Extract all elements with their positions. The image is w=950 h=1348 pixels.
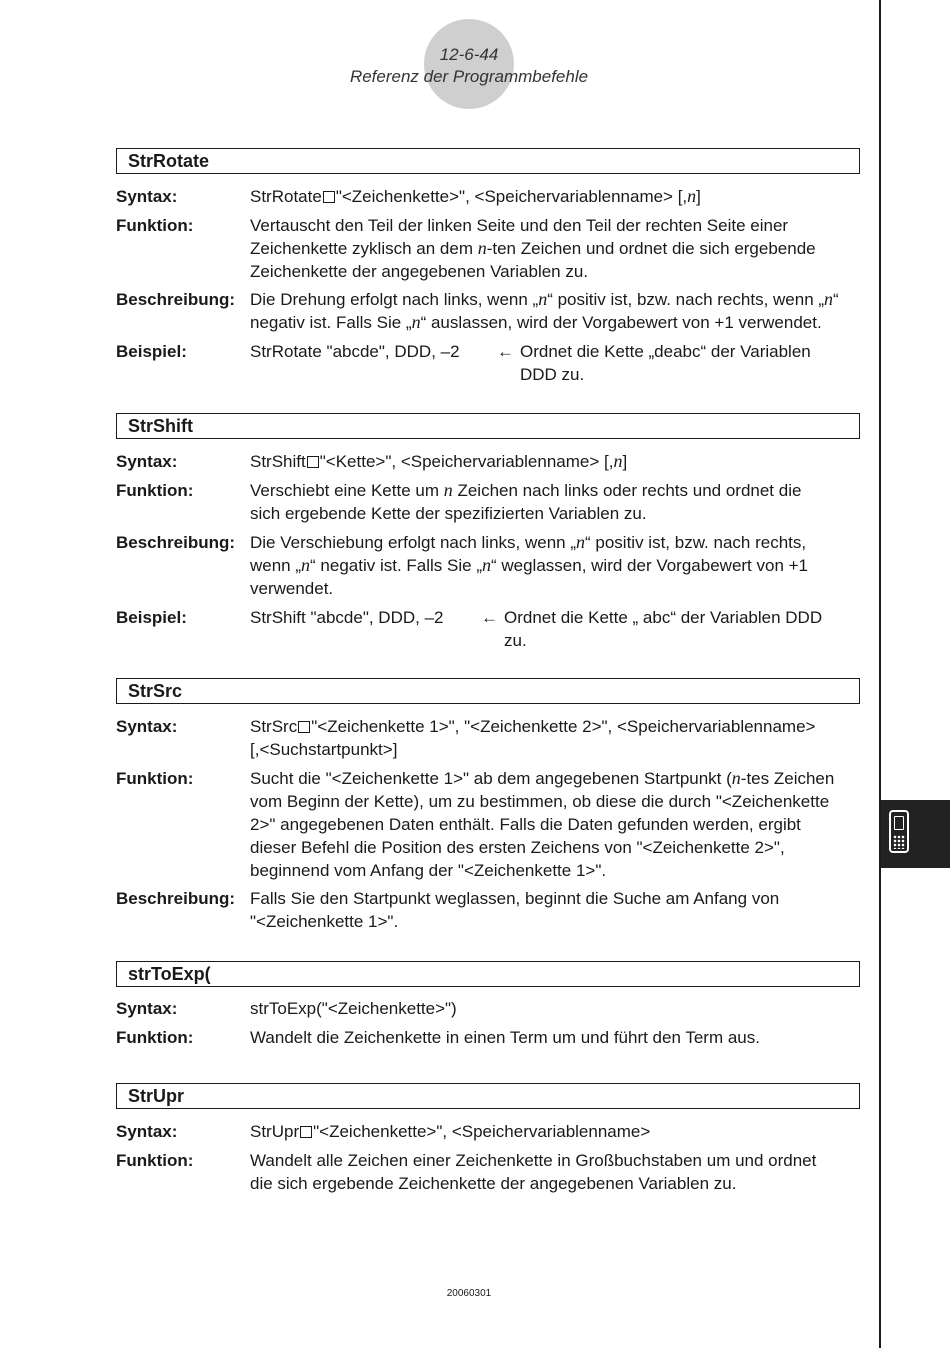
strsrc-description: Falls Sie den Startpunkt weglassen, beginnt die Suche am Anfang von "<Zeichenkette 1>". — [250, 889, 780, 931]
command-header-strupr — [116, 1083, 860, 1109]
syntax-label: Syntax: — [116, 187, 178, 206]
syntax-label: Syntax: — [116, 999, 178, 1018]
arrow-left-icon: ← — [481, 608, 498, 627]
strshift-function: Verschiebt eine Kette um n Zeichen nach links oder rechts und ordnet die sich ergebende Kette der spezifizierten Variablen zu. — [250, 480, 802, 523]
function-label: Funktion: — [116, 1151, 194, 1170]
space-symbol — [323, 191, 335, 203]
calculator-icon — [889, 810, 909, 853]
description-label: Beschreibung: — [116, 290, 236, 309]
strrotate-example-code: StrRotate "abcde", DDD, –2 — [250, 342, 460, 361]
strrotate-syntax: StrRotate "<Zeichenkette>", <Speichervariablenname> [,n] — [250, 186, 701, 206]
strshift-syntax: StrShift "<Kette>", <Speichervariablenname> [,n] — [250, 451, 628, 471]
syntax-label: Syntax: — [116, 717, 178, 736]
margin-rule — [879, 0, 881, 1348]
page-title: Referenz der Programmbefehle — [349, 67, 589, 86]
example-label: Beispiel: — [116, 342, 187, 361]
function-label: Funktion: — [116, 216, 194, 235]
command-header-strshift — [116, 413, 860, 439]
command-title: StrSrc — [128, 681, 183, 701]
strrotate-example-comment: Ordnet die Kette „deabc“ der Variablen DDD zu. — [520, 342, 811, 384]
command-title: strToExp( — [128, 964, 211, 984]
syntax-label: Syntax: — [116, 452, 178, 471]
description-label: Beschreibung: — [116, 533, 236, 552]
strsrc-function: Sucht die "<Zeichenkette 1>" ab dem angegebenen Startpunkt (n-tes Zeichen vom Beginn der Kette), um zu bestimmen, ob diese die durch "<Zeichenkette 2>" angegebenen Daten enthält. Falls die Daten gefunden werden, ergibt dieser Befehl die Position des ersten Zeichens von "<Zeichenkette 2>", beginnend vom Anfang der "<Zeichenkette 1>". — [250, 768, 835, 880]
strrotate-function: Vertauscht den Teil der linken Seite und den Teil der rechten Seite einer Zeichenkette zyklisch an dem n-ten Zeichen und ordnet die sich ergebende Zeichenkette der angegebenen Variablen zu. — [250, 216, 816, 281]
syntax-label: Syntax: — [116, 1122, 178, 1141]
strtoexp-syntax: strToExp("<Zeichenkette>") — [250, 999, 457, 1018]
function-label: Funktion: — [116, 769, 194, 788]
strsrc-syntax: StrSrc "<Zeichenkette 1>", "<Zeichenkette 2>", <Speichervariablenname> [,<Suchstartpunkt>] — [250, 717, 816, 759]
space-symbol — [307, 456, 319, 468]
strtoexp-function: Wandelt die Zeichenkette in einen Term um und führt den Term aus. — [250, 1028, 760, 1047]
arrow-left-icon: ← — [497, 342, 514, 361]
chapter-tab — [881, 800, 950, 868]
command-title: StrShift — [128, 416, 193, 436]
strrotate-description: Die Drehung erfolgt nach links, wenn „n“ positiv ist, bzw. nach rechts, wenn „n“ negativ ist. Falls Sie „n“ auslassen, wird der Vorgabewert von +1 verwendet. — [250, 289, 839, 332]
strshift-example-code: StrShift "abcde", DDD, –2 — [250, 608, 444, 627]
strshift-description: Die Verschiebung erfolgt nach links, wenn „n“ positiv ist, bzw. nach rechts, wenn „n“ negativ ist. Falls Sie „n“ weglassen, wird der Vorgabewert von +1 verwendet. — [250, 532, 809, 598]
page-number: 12-6-44 — [439, 45, 499, 64]
command-title: StrUpr — [128, 1086, 185, 1106]
function-label: Funktion: — [116, 481, 194, 500]
command-header-strtoexp — [116, 961, 860, 987]
strupr-syntax: StrUpr "<Zeichenkette>", <Speichervariablenname> — [250, 1122, 651, 1141]
strshift-example-comment: Ordnet die Kette „ abc“ der Variablen DDD zu. — [504, 608, 823, 650]
example-label: Beispiel: — [116, 608, 187, 627]
space-symbol — [300, 1126, 312, 1138]
strupr-function: Wandelt alle Zeichen einer Zeichenkette in Großbuchstaben um und ordnet die sich ergebende Zeichenkette der angegebenen Variablen zu. — [250, 1151, 817, 1193]
command-header-strrotate — [116, 148, 860, 174]
function-label: Funktion: — [116, 1028, 194, 1047]
space-symbol — [298, 721, 310, 733]
command-header-strsrc — [116, 678, 860, 704]
footer-code: 20060301 — [446, 1288, 492, 1299]
description-label: Beschreibung: — [116, 889, 236, 908]
command-title: StrRotate — [128, 151, 210, 171]
